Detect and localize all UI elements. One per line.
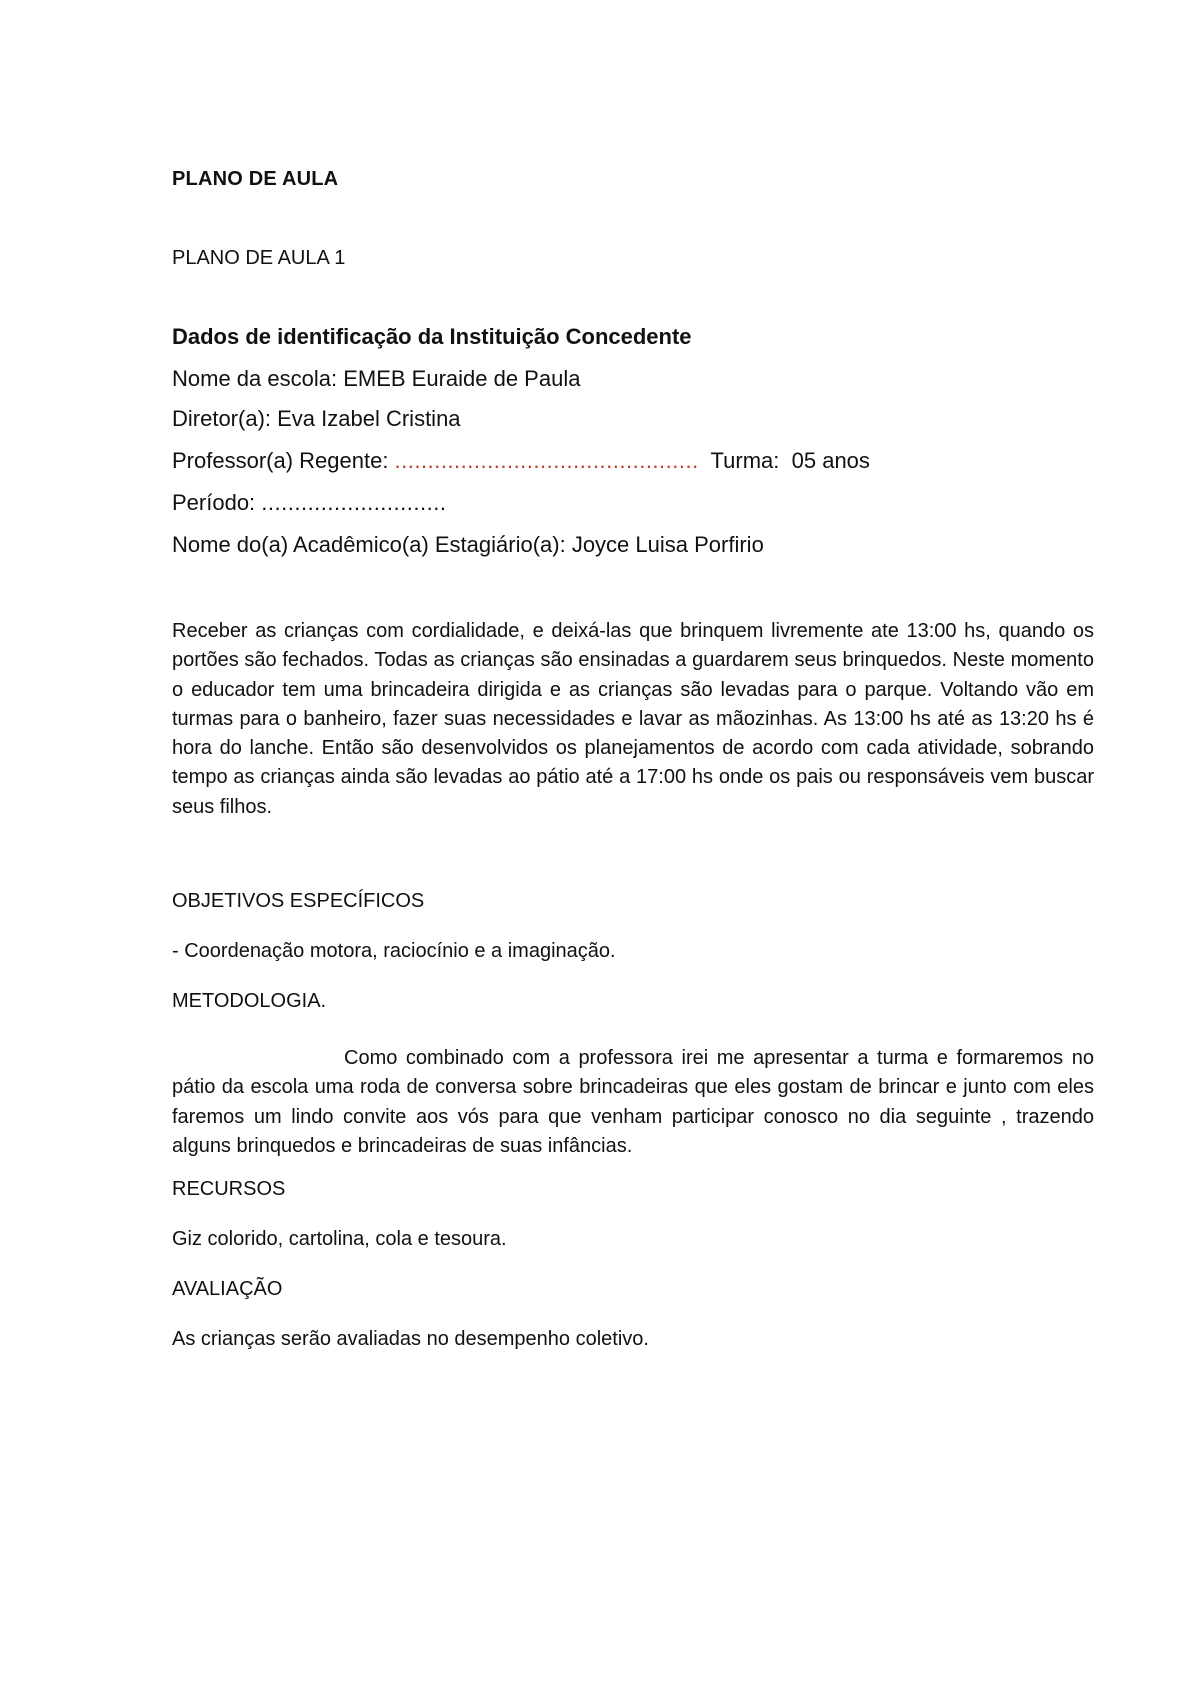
objectives-heading: OBJETIVOS ESPECÍFICOS <box>172 890 425 912</box>
objectives-item: - Coordenação motora, raciocínio e a imaginação. <box>172 940 616 962</box>
class-label: Turma: 05 anos <box>698 448 870 473</box>
evaluation-text: As crianças serão avaliadas no desempenho coletivo. <box>172 1328 649 1350</box>
period-blank: ............................ <box>261 490 447 515</box>
intro-paragraph: Receber as crianças com cordialidade, e deixá-las que brinquem livremente ate 13:00 hs, quando os portões são fechados. Todas as crianças são ensinadas a guardarem seus brinquedos. Neste momento o educador tem uma brincadeira dirigida e as crianças são levadas para o parque. Voltando vão em turmas para o banheiro, fazer suas necessidades e lavar as mãozinhas. As 13:00 hs até as 13:20 hs é hora do lanche. Então são desenvolvidos os planejamentos de acordo com cada atividade, sobrando tempo as crianças ainda são levadas ao pátio até a 17:00 hs onde os pais ou responsáveis vem buscar seus filhos. <box>172 620 1094 818</box>
period-line <box>172 490 446 516</box>
teacher-blank: .............................................. <box>394 448 699 473</box>
teacher-label: Professor(a) Regente: <box>172 448 395 473</box>
identification-heading: Dados de identificação da Instituição Concedente <box>172 324 692 349</box>
methodology-heading: METODOLOGIA. <box>172 990 327 1012</box>
document-title: PLANO DE AULA <box>172 168 339 190</box>
resources-heading: RECURSOS <box>172 1178 286 1200</box>
evaluation-heading: AVALIAÇÃO <box>172 1278 283 1300</box>
document-subtitle: PLANO DE AULA 1 <box>172 247 346 269</box>
methodology-paragraph: Como combinado com a professora irei me apresentar a turma e formaremos no pátio da escola uma roda de conversa sobre brincadeiras que eles gostam de brincar e junto com eles faremos um lindo convite aos vós para que venham participar conosco no dia seguinte , trazendo alguns brinquedos e brincadeiras de suas infâncias. <box>172 1047 1094 1157</box>
school-name-line: Nome da escola: EMEB Euraide de Paula <box>172 366 581 391</box>
teacher-class-line <box>172 448 870 474</box>
resources-text: Giz colorido, cartolina, cola e tesoura. <box>172 1228 507 1250</box>
intern-line: Nome do(a) Acadêmico(a) Estagiário(a): Joyce Luisa Porfirio <box>172 532 764 557</box>
director-line: Diretor(a): Eva Izabel Cristina <box>172 406 461 431</box>
period-label: Período: <box>172 490 262 515</box>
